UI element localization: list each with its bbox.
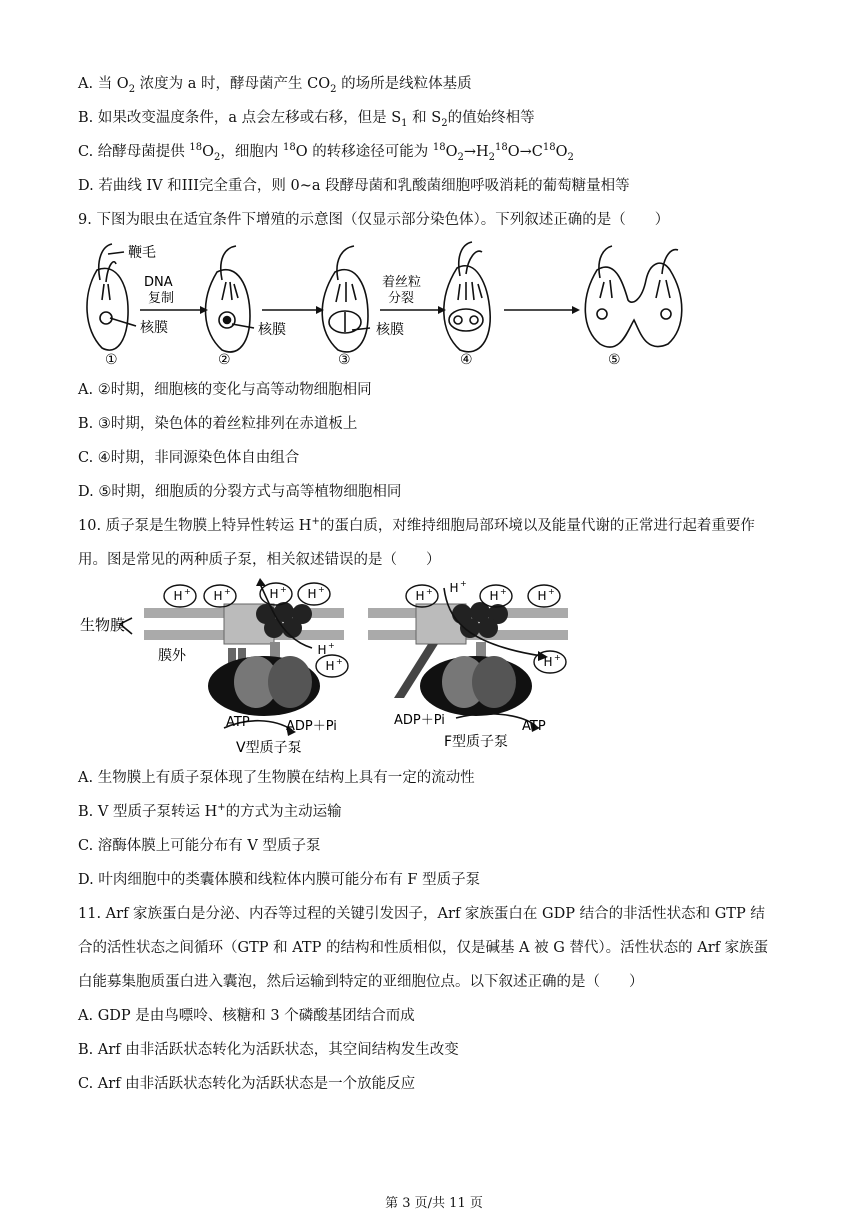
q11-option-b: B. Arf 由非活跃状态转化为活跃状态，其空间结构发生改变	[78, 1042, 459, 1058]
q10-option-c: C. 溶酶体膜上可能分布有 V 型质子泵	[78, 838, 321, 854]
label-atp-v: ATP	[226, 715, 250, 730]
label-replication: 复制	[148, 291, 175, 306]
h-ion: H	[213, 589, 223, 603]
q8-option-b: B. 如果改变温度条件，a 点会左移或右移，但是 $S_1$ 和 $S_2$的值始终相等	[78, 110, 535, 129]
q9-option-a: A. ②时期，细胞核的变化与高等动物细胞相同	[78, 382, 372, 398]
h-ion: H	[537, 589, 547, 603]
q9-option-b: B. ③时期，染色体的着丝粒排列在赤道板上	[78, 416, 358, 432]
h-ion: H	[415, 589, 425, 603]
svg-text:+: +	[500, 587, 507, 596]
stage-1: ①	[105, 352, 118, 368]
svg-text:+: +	[184, 587, 191, 596]
label-membrane-2: 核膜	[258, 322, 286, 338]
q10-option-d: D. 叶肉细胞中的类囊体膜和线粒体内膜可能分布有 F 型质子泵	[78, 872, 481, 888]
label-dna: DNA	[144, 275, 173, 290]
svg-text:+: +	[224, 587, 231, 596]
h-ion: H	[449, 581, 459, 595]
stage-4: ④	[460, 352, 473, 368]
h-ion: H	[173, 589, 183, 603]
label-f-pump: F型质子泵	[444, 734, 509, 750]
q8-option-c: C. 给酵母菌提供 $^{18}O_2$，细胞内 $^{18}$O 的转移途径可能为 $^{18}O_2\to H_2^{18}O\to C^{18}O_2$	[78, 142, 574, 163]
label-bio-membrane: 生物膜	[80, 616, 126, 634]
svg-text:+: +	[554, 653, 561, 662]
q11-stem-line1: 11. Arf 家族蛋白是分泌、内吞等过程的关键引发因子，Arf 家族蛋白在 GDP 结合的非活性状态和 GTP 结	[78, 906, 765, 922]
q11-stem-line2: 合的活性状态之间循环（GTP 和 ATP 的结构和性质相似，仅是碱基 A 被 G 替代）。活性状态的 Arf 家族蛋	[78, 940, 769, 956]
stage-2: ②	[218, 352, 231, 368]
svg-text:+: +	[280, 585, 287, 594]
q10-stem-line2: 用。图是常见的两种质子泵，相关叙述错误的是（ ）	[78, 552, 441, 568]
q11-option-c: C. Arf 由非活跃状态转化为活跃状态是一个放能反应	[78, 1076, 416, 1092]
label-adp-f: ADP＋Pi	[394, 713, 445, 728]
stage-3: ③	[338, 352, 351, 368]
svg-text:+: +	[548, 587, 555, 596]
h-ion: H	[307, 587, 317, 601]
stage-5: ⑤	[608, 352, 621, 368]
svg-text:+: +	[460, 579, 467, 588]
label-centromere: 着丝粒	[382, 275, 422, 290]
cell-2-body	[206, 270, 250, 352]
label-membrane-1: 核膜	[140, 320, 168, 336]
label-atp-f: ATP	[522, 719, 546, 734]
q10-proton-pump-figure	[76, 578, 596, 758]
h-ion: H	[269, 587, 279, 601]
h-ion: H	[325, 659, 335, 673]
q10-option-a: A. 生物膜上有质子泵体现了生物膜在结构上具有一定的流动性	[78, 770, 475, 786]
q9-option-c: C. ④时期，非同源染色体自由组合	[78, 450, 300, 466]
svg-text:+: +	[426, 587, 433, 596]
label-v-pump: V型质子泵	[236, 740, 302, 756]
svg-text:+: +	[328, 641, 335, 650]
q10-option-b: B. V 型质子泵转运 H+的方式为主动运输	[78, 802, 342, 820]
q11-option-a: A. GDP 是由鸟嘌呤、核糖和 3 个磷酸基团结合而成	[78, 1008, 415, 1024]
h-ion: H	[489, 589, 499, 603]
q10-stem-line1: 10. 质子泵是生物膜上特异性转运 H+的蛋白质，对维持细胞局部环境以及能量代谢的正常进行起着重要作	[78, 516, 755, 534]
page-footer: 第 3 页/共 11 页	[385, 1196, 483, 1211]
label-flagellum: 鞭毛	[128, 245, 156, 261]
h-ion: H	[543, 655, 553, 669]
label-division: 分裂	[388, 291, 415, 306]
cell-1-body	[87, 268, 128, 350]
h-ion: H	[317, 643, 327, 657]
label-adp-v: ADP＋Pi	[286, 719, 337, 734]
q8-option-a: A. 当 $O_2$ 浓度为 a 时，酵母菌产生 $CO_2$ 的场所是线粒体基质	[78, 76, 472, 95]
q9-option-d: D. ⑤时期，细胞质的分裂方式与高等植物细胞相同	[78, 484, 402, 500]
label-outside: 膜外	[158, 648, 186, 664]
q9-stem: 9. 下图为眼虫在适宜条件下增殖的示意图（仅显示部分染色体）。下列叙述正确的是（ ）	[78, 212, 670, 228]
svg-text:+: +	[318, 585, 325, 594]
q9-euglena-figure	[72, 240, 712, 370]
q8-option-d: D. 若曲线 IV 和III完全重合，则 0~a 段酵母菌和乳酸菌细胞呼吸消耗的葡萄糖量相等	[78, 178, 630, 194]
q11-stem-line3: 白能募集胞质蛋白进入囊泡，然后运输到特定的亚细胞位点。以下叙述正确的是（ ）	[78, 974, 644, 990]
label-membrane-3: 核膜	[376, 322, 404, 338]
svg-text:+: +	[336, 657, 343, 666]
